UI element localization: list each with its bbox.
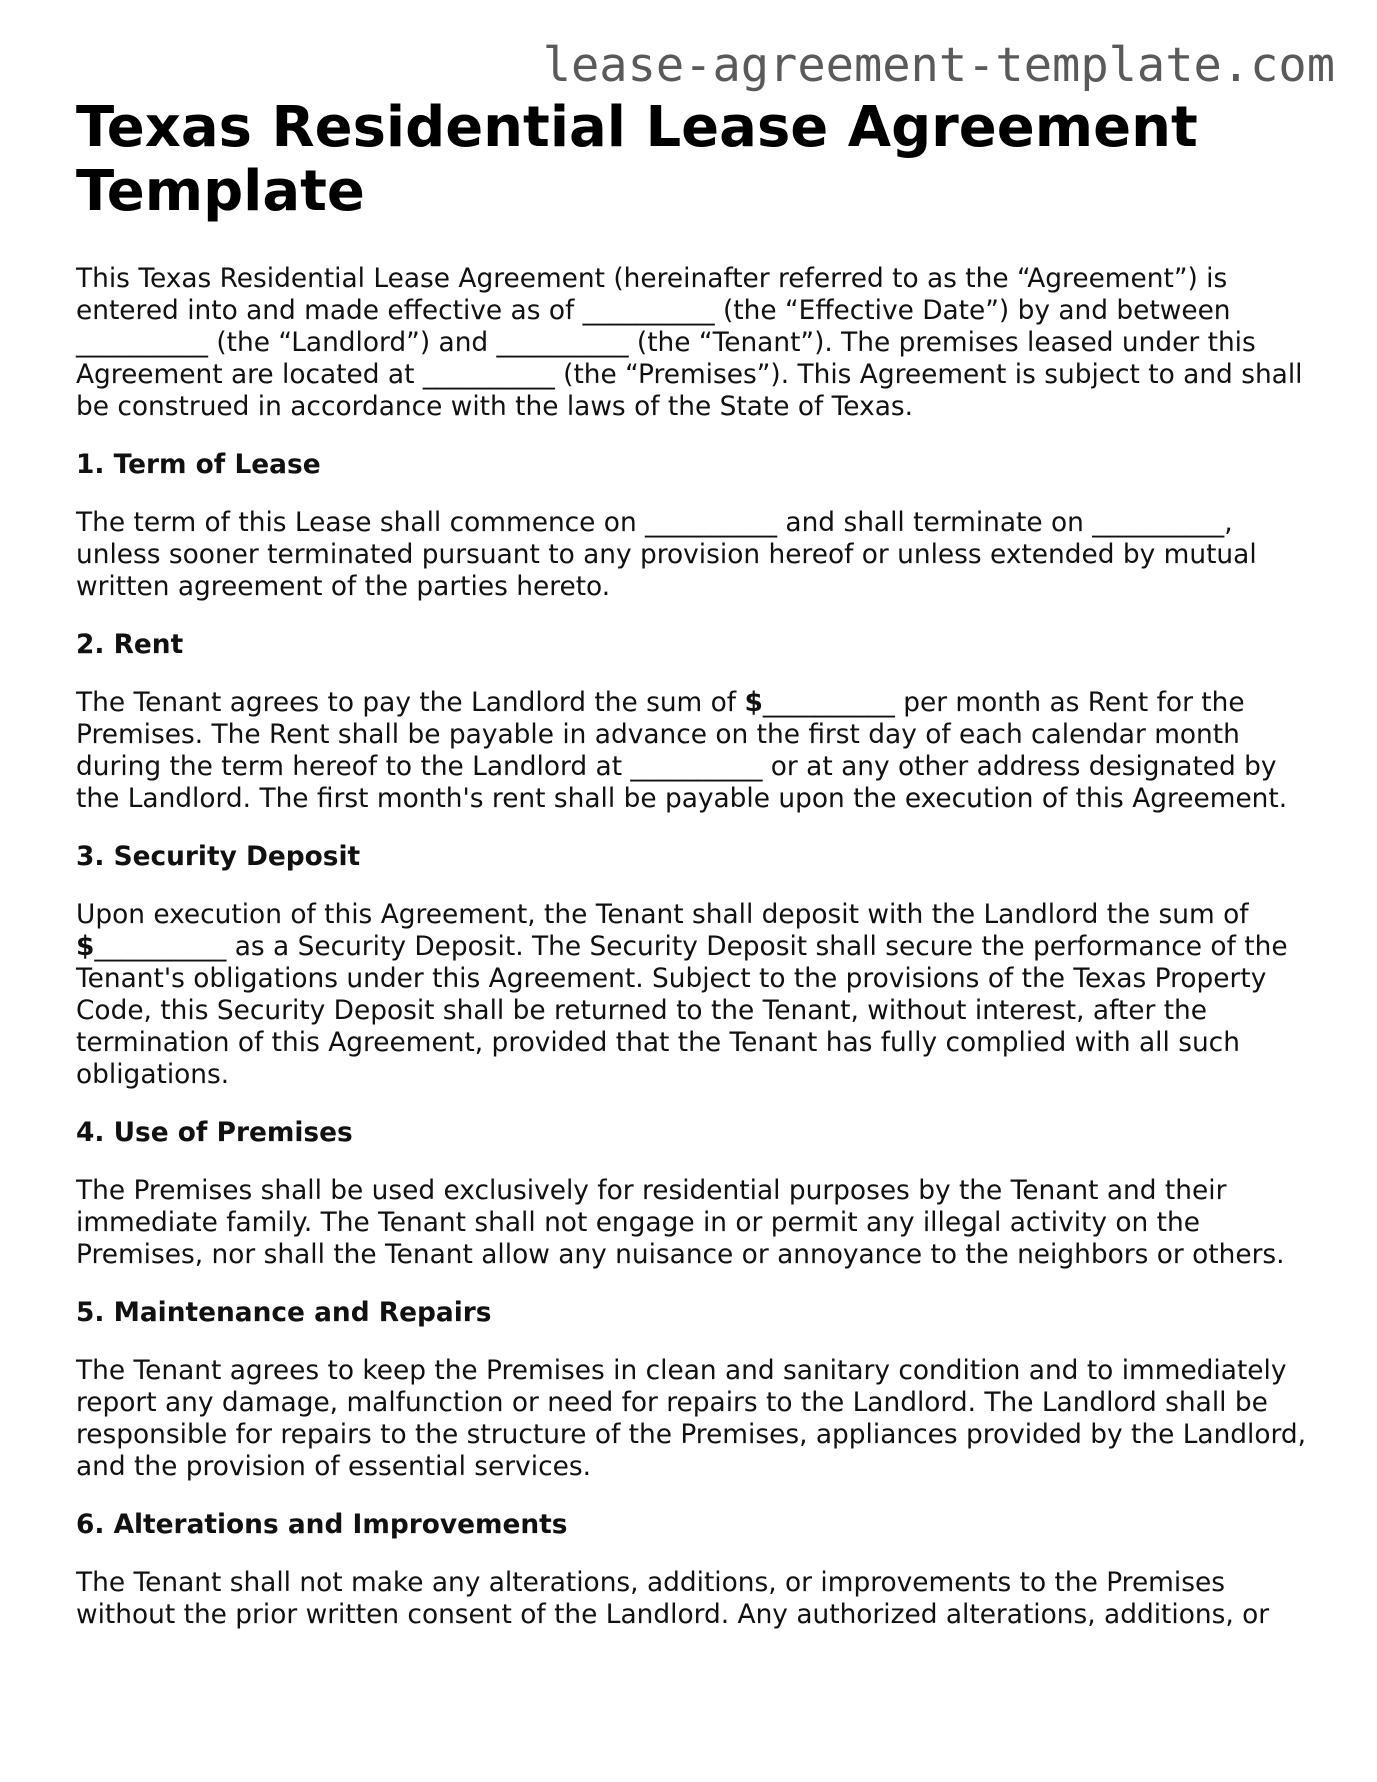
section-heading-term-of-lease: 1. Term of Lease [76, 449, 321, 480]
watermark: lease-agreement-template.com [542, 38, 1335, 93]
rent-text-start: The Tenant agrees to pay the Landlord the sum of [76, 687, 745, 718]
section-heading-security-deposit: 3. Security Deposit [76, 841, 361, 872]
deposit-dollar-sign: $ [76, 931, 95, 962]
section-heading-use-of-premises: 4. Use of Premises [76, 1117, 353, 1148]
section-body-term-of-lease: The term of this Lease shall commence on __________ and shall terminate on __________, unless sooner terminated pursuant to any provision hereof or unless extended by mutual written agreement of the parties hereto. [76, 507, 1257, 602]
section-heading-rent: 2. Rent [76, 629, 184, 660]
deposit-text-end: __________ as a Security Deposit. The Security Deposit shall secure the performance of the Tenant's obligations under this Agreement. Subject to the provisions of the Texas Property Code, this Security Deposit shall be returned to the Tenant, without interest, after the termination of this Agreement, provided that the Tenant has fully complied with all such obligations. [76, 931, 1288, 1090]
rent-dollar-sign: $ [744, 687, 763, 718]
document-title: Texas Residential Lease Agreement Template [76, 95, 1198, 224]
section-body-alterations-and-improvements: The Tenant shall not make any alterations, additions, or improvements to the Premises without the prior written consent of the Landlord. Any authorized alterations, additions, or [76, 1567, 1270, 1630]
section-heading-alterations-and-improvements: 6. Alterations and Improvements [76, 1509, 568, 1540]
section-body-security-deposit [76, 899, 1316, 1091]
rent-text-end: __________ per month as Rent for the Premises. The Rent shall be payable in advance on the first day of each calendar month during the term hereof to the Landlord at __________ or at any other address designated by the Landlord. The first month's rent shall be payable upon the execution of this Agreement. [76, 687, 1288, 814]
intro-paragraph: This Texas Residential Lease Agreement (hereinafter referred to as the “Agreement”) is entered into and made effective as of __________ (the “Effective Date”) by and between __________ (the “Landlord”) and __________ (the “Tenant”). The premises leased under this Agreement are located at __________ (the “Premises”). This Agreement is subject to and shall be construed in accordance with the laws of the State of Texas. [76, 263, 1303, 422]
deposit-text-start: Upon execution of this Agreement, the Tenant shall deposit with the Landlord the sum of [76, 899, 1249, 930]
section-body-use-of-premises: The Premises shall be used exclusively for residential purposes by the Tenant and their immediate family. The Tenant shall not engage in or permit any illegal activity on the Premises, nor shall the Tenant allow any nuisance or annoyance to the neighbors or others. [76, 1175, 1285, 1270]
section-body-maintenance-and-repairs: The Tenant agrees to keep the Premises in clean and sanitary condition and to immediately report any damage, malfunction or need for repairs to the Landlord. The Landlord shall be responsible for repairs to the structure of the Premises, appliances provided by the Landlord, and the provision of essential services. [76, 1355, 1307, 1482]
section-body-rent [76, 687, 1316, 815]
document-page [76, 96, 1316, 1631]
section-heading-maintenance-and-repairs: 5. Maintenance and Repairs [76, 1297, 492, 1328]
